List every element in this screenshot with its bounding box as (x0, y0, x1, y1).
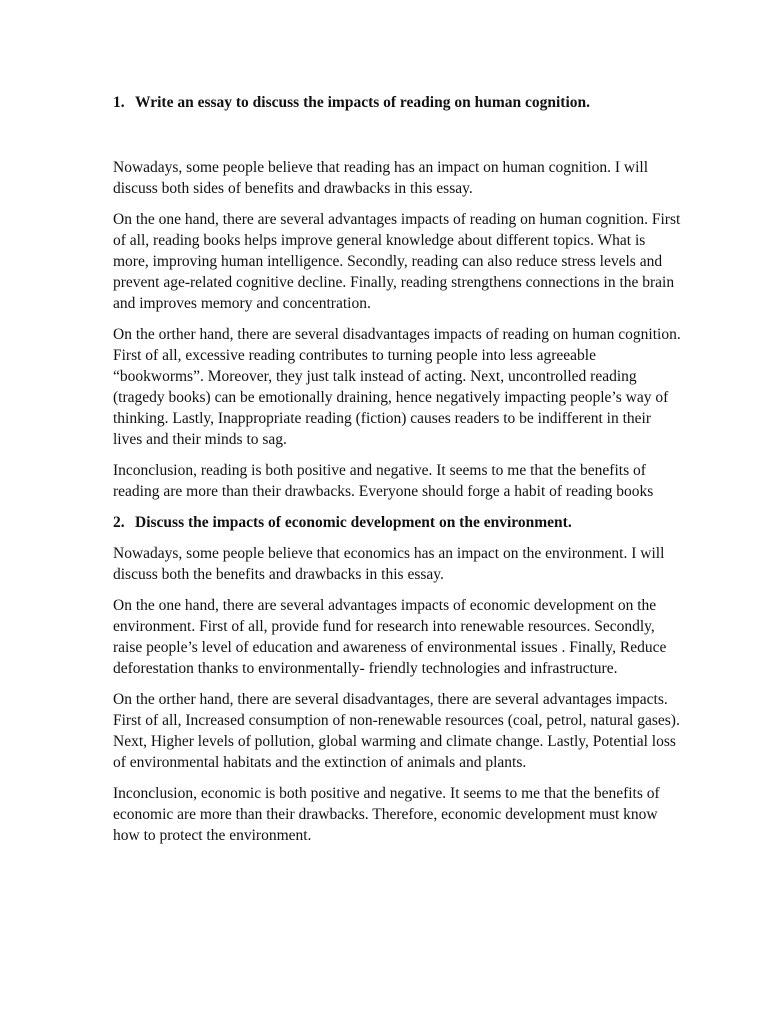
section-1-paragraph-disadvantages: On the orther hand, there are several disadvantages impacts of reading on human cognition. First of all, excessive reading contributes to turning people into less agreeable “bookworms”. Moreover, they just talk instead of acting. Next, uncontrolled reading (tragedy books) can be emotionally draining, hence negatively impacting people’s way of thinking. Lastly, Inappropriate reading (fiction) causes readers to be indifferent in their lives and their minds to sag. (113, 326, 681, 448)
section-2-number: 2. (113, 514, 125, 531)
section-2-title: Discuss the impacts of economic development on the environment. (135, 514, 572, 531)
section-1-paragraph-conclusion: Inconclusion, reading is both positive and negative. It seems to me that the benefits of reading are more than their drawbacks. Everyone should forge a habit of reading books (113, 462, 654, 500)
section-2-paragraph-intro: Nowadays, some people believe that economics has an impact on the environment. I will discuss both the benefits and drawbacks in this essay. (113, 545, 665, 583)
section-1-number: 1. (113, 94, 125, 111)
section-1-paragraph-intro: Nowadays, some people believe that reading has an impact on human cognition. I will discuss both sides of benefits and drawbacks in this essay. (113, 159, 649, 197)
section-2-paragraph-disadvantages: On the orther hand, there are several disadvantages, there are several advantages impacts. First of all, Increased consumption of non-renewable resources (coal, petrol, natural gases). Next, Higher levels of pollution, global warming and climate change. Lastly, Potential loss of environmental habitats and the extinction of animals and plants. (113, 691, 680, 771)
section-1-paragraph-advantages: On the one hand, there are several advantages impacts of reading on human cognition. First of all, reading books helps improve general knowledge about different topics. What is more, improving human intelligence. Secondly, reading can also reduce stress levels and prevent age-related cognitive decline. Finally, reading strengthens connections in the brain and improves memory and concentration. (113, 211, 681, 312)
document-body (113, 92, 681, 856)
section-2-paragraph-advantages: On the one hand, there are several advantages impacts of economic development on the environment. First of all, provide fund for research into renewable resources. Secondly, raise people’s level of education and awareness of environmental issues . Finally, Reduce deforestation thanks to environmentally- friendly technologies and infrastructure. (113, 597, 667, 677)
section-1-heading (113, 92, 681, 113)
section-1-title: Write an essay to discuss the impacts of reading on human cognition. (135, 94, 590, 111)
section-2-heading (113, 512, 681, 533)
section-2-paragraph-conclusion: Inconclusion, economic is both positive and negative. It seems to me that the benefits of economic are more than their drawbacks. Therefore, economic development must know how to protect the environment. (113, 785, 660, 844)
